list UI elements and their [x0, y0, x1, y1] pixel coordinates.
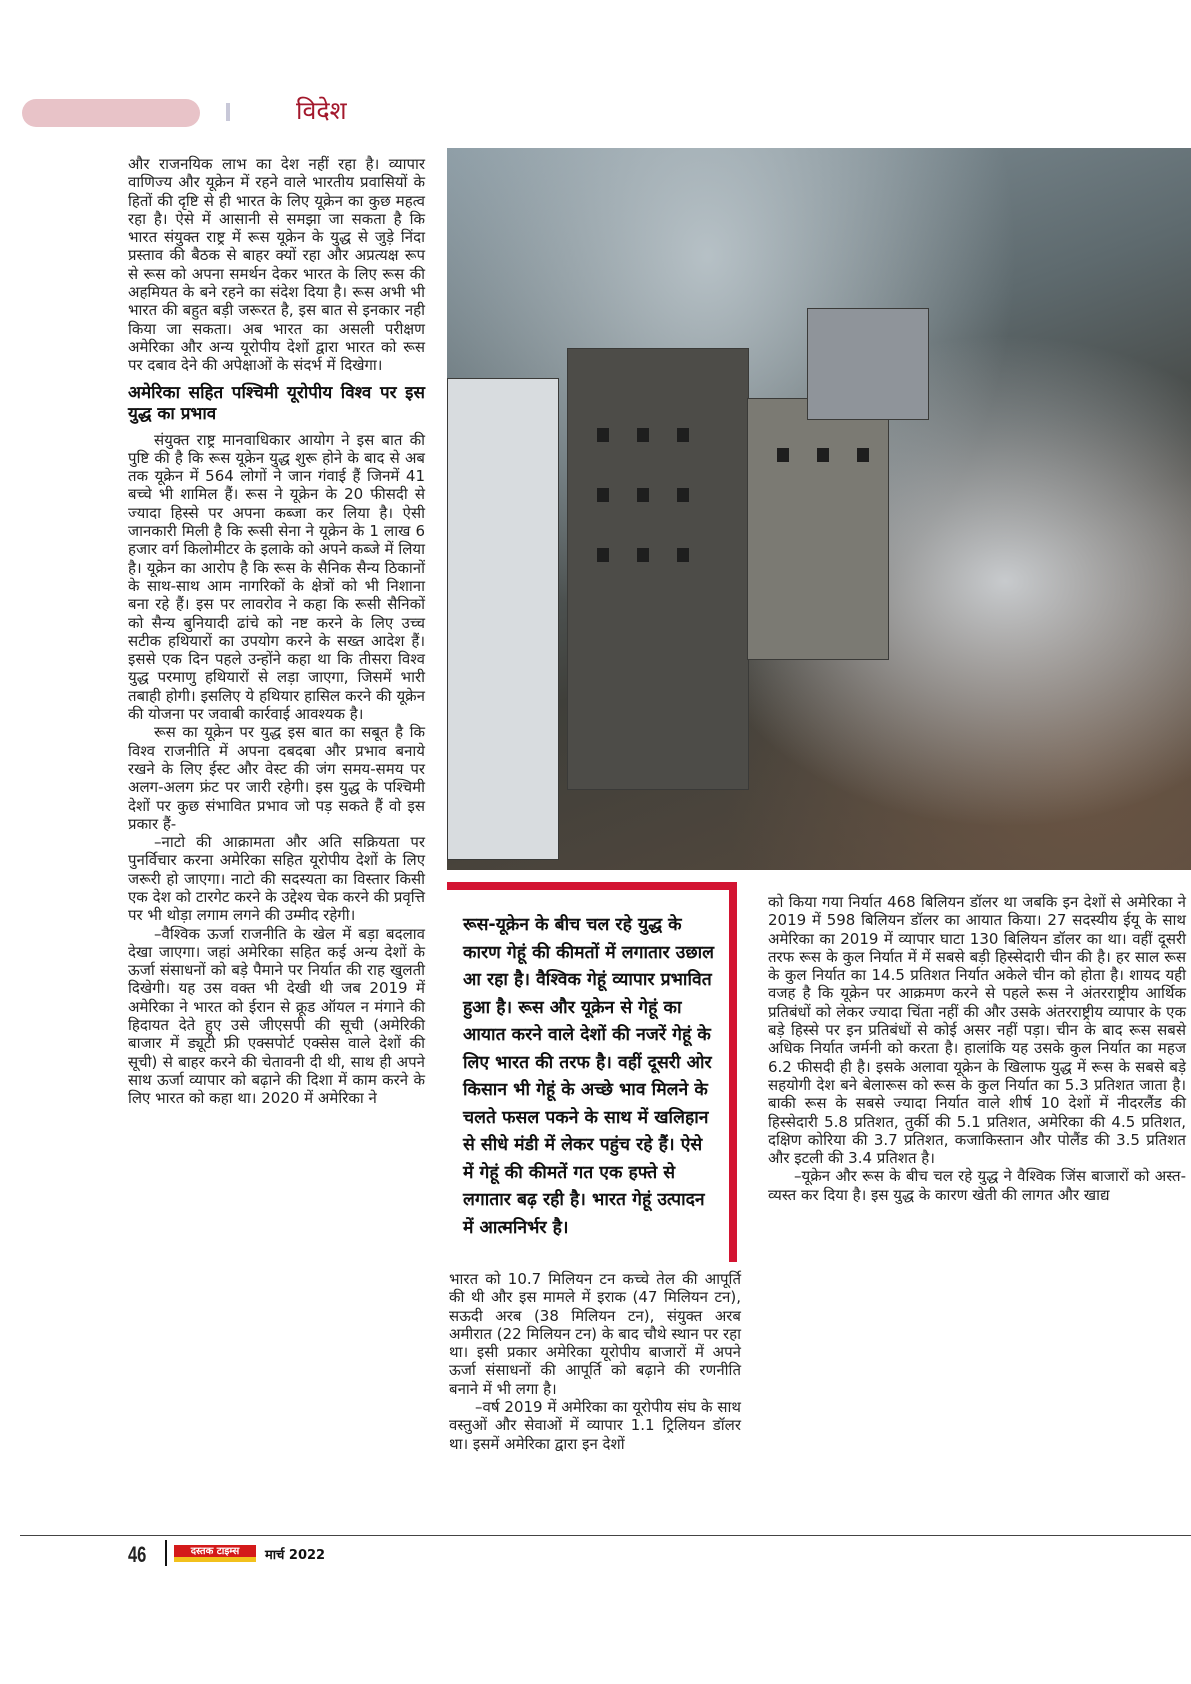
- war-destruction-photo: [447, 148, 1191, 870]
- paragraph: –वैश्विक ऊर्जा राजनीति के खेल में बड़ा बदलाव देखा जाएगा। जहां अमेरिका सहित कई अन्य देशों के ऊर्जा संसाधनों को बड़े पैमाने पर निर्यात की राह खुलती दिखेगी। यह उस वक्त भी देखी थी जब 2019 में अमेरिका ने भारत को ईरान से क्रूड ऑयल न मंगाने की हिदायत देते हुए उसे जीएसपी की सूची (अमेरिकी बाजार में ड्यूटी फ्री एक्सपोर्ट एक्सेस वाले देशों की सूची) से बाहर करने की चेतावनी दी थी, साथ ही अपने साथ ऊर्जा व्यापार को बढ़ाने की दिशा में काम करने के लिए भारत को कहा था। 2020 में अमेरिका ने: [128, 924, 425, 1108]
- building: [807, 308, 929, 420]
- header-divider: [226, 103, 230, 121]
- middle-column: [449, 1270, 741, 1453]
- paragraph: को किया गया निर्यात 468 बिलियन डॉलर था जबकि इन देशों से अमेरिका ने 2019 में 598 बिलियन डॉलर का आयात किया। 27 सदस्यीय ईयू के साथ अमेरिका का 2019 में व्यापार घाटा 130 बिलियन डॉलर का था। वहीं दूसरी तरफ रूस के कुल निर्यात में में सबसे बड़ी हिस्सेदारी चीन की है। हर साल रूस के कुल निर्यात का 14.5 प्रतिशत निर्यात अकेले चीन को होता है। शायद यही वजह है कि यूक्रेन पर आक्रमण करने से पहले रूस ने अंतरराष्ट्रीय आर्थिक प्रतिबंधों को लेकर ज्यादा चिंता नहीं की और उसके अंतरराष्ट्रीय व्यापार के एक बड़े हिस्से पर इन प्रतिबंधों से कोई असर नहीं पड़ा। चीन के बाद रूस सबसे अधिक निर्यात जर्मनी को करता है। हालांकि यह उसके कुल निर्यात का महज 6.2 फीसदी ही है। इसके अलावा यूक्रेन के खिलाफ युद्ध में रूस के सबसे बड़े सहयोगी देश बने बेलारूस को रूस के कुल निर्यात का 5.3 प्रतिशत जाता है। बाकी रूस के सबसे ज्यादा निर्यात वाले शीर्ष 10 देशों में नीदरलैंड की हिस्सेदारी 5.8 प्रतिशत, तुर्की की 5.1 प्रतिशत, अमेरिका की 4.5 प्रतिशत, दक्षिण कोरिया की 3.7 प्रतिशत, कजाकिस्तान और पोलैंड की 3.5 प्रतिशत और इटली की 3.4 प्रतिशत है।: [768, 893, 1186, 1168]
- subheading: अमेरिका सहित पश्चिमी यूरोपीय विश्व पर इस युद्ध का प्रभाव: [128, 382, 425, 424]
- right-column: [768, 893, 1186, 1204]
- paragraph: संयुक्त राष्ट्र मानवाधिकार आयोग ने इस बात की पुष्टि की है कि रूस यूक्रेन युद्ध शुरू होने के बाद से अब तक यूक्रेन में 564 लोगों ने जान गंवाई हैं जिनमें 41 बच्चे भी शामिल हैं। रूस ने यूक्रेन के 20 फीसदी से ज्यादा हिस्से पर अपना कब्जा कर लिया है। ऐसी जानकारी मिली है कि रूसी सेना ने यूक्रेन के 1 लाख 6 हजार वर्ग किलोमीटर के इलाके को अपने कब्जे में लिया है। यूक्रेन का आरोप है कि रूस के सैनिक सैन्य ठिकानों के साथ-साथ आम नागरिकों के क्षेत्रों को भी निशाना बना रहे हैं। इस पर लावरोव ने कहा कि रूसी सैनिकों को सैन्य बुनियादी ढांचे को नष्ट करने के लिए उच्च सटीक हथियारों का उपयोग करने के सख्त आदेश हैं। इससे एक दिन पहले उन्होंने कहा था कि तीसरा विश्व युद्ध परमाणु हथियारों से लड़ा जाएगा, जिसमें भारी तबाही होगी। इसलिए ये हथियार हासिल करने की यूक्रेन की योजना पर जवाबी कार्रवाई आवश्यक है।: [128, 430, 425, 724]
- paragraph: भारत को 10.7 मिलियन टन कच्चे तेल की आपूर्ति की थी और इस मामले में इराक (47 मिलियन टन), सऊदी अरब (38 मिलियन टन), संयुक्त अरब अमीरात (22 मिलियन टन) के बाद चौथे स्थान पर रहा था। इसी प्रकार अमेरिका यूरोपीय बाजारों में अपने ऊर्जा संसाधनों की आपूर्ति को बढ़ाने की रणनीति बनाने में भी लगा है।: [449, 1270, 741, 1398]
- building: [747, 398, 889, 660]
- section-tab-pill: [22, 99, 200, 127]
- pull-quote-text: रूस-यूक्रेन के बीच चल रहे युद्ध के कारण गेहूं की कीमतों में लगातार उछाल आ रहा है। वैश्विक गेहूं व्यापार प्रभावित हुआ है। रूस और यूक्रेन से गेहूं का आयात करने वाले देशों की नजरें गेहूं के लिए भारत की तरफ है। वहीं दूसरी ओर किसान भी गेहूं के अच्छे भाव मिलने के चलते फसल पकने के साथ में खलिहान से सीधे मंडी में लेकर पहुंच रहे हैं। ऐसे में गेहूं की कीमतें गत एक हफ्ते से लगातार बढ़ रही है। भारत गेहूं उत्पादन में आत्मनिर्भर है।: [463, 915, 715, 1238]
- footer-rule: [20, 1535, 1191, 1536]
- paragraph: –नाटो की आक्रामता और अति सक्रियता पर पुनर्विचार करना अमेरिका सहित यूरोपीय देशों के लिए जरूरी हो जाएगा। नाटो की सदस्यता का विस्तार किसी एक देश को टारगेट करने के उद्देश्य चेक करने की प्रवृत्ति पर भी थोड़ा लगाम लगने की उम्मीद रहेगी।: [128, 833, 425, 925]
- building: [567, 348, 749, 790]
- paragraph: –यूक्रेन और रूस के बीच चल रहे युद्ध ने वैश्विक जिंस बाजारों को अस्त-व्यस्त कर दिया है। इस युद्ध के कारण खेती की लागत और खाद्य: [768, 1167, 1186, 1204]
- paragraph: रूस का यूक्रेन पर युद्ध इस बात का सबूत है कि विश्व राजनीति में अपना दबदबा और प्रभाव बनाये रखने के लिए ईस्ट और वेस्ट की जंग समय-समय पर अलग-अलग फ्रंट पर जारी रहेगी। इस युद्ध के पश्चिमी देशों पर कुछ संभावित प्रभाव जो पड़ सकते हैं वो इस प्रकार हैं-: [128, 723, 425, 833]
- magazine-logo: दस्तक टाइम्स: [174, 1545, 256, 1562]
- paragraph: –वर्ष 2019 में अमेरिका का यूरोपीय संघ के साथ वस्तुओं और सेवाओं में व्यापार 1.1 ट्रिलियन डॉलर था। इसमें अमेरिका द्वारा इन देशों: [449, 1398, 741, 1453]
- pull-quote-box: [447, 882, 737, 1262]
- paragraph: और राजनयिक लाभ का देश नहीं रहा है। व्यापार वाणिज्य और यूक्रेन में रहने वाले भारतीय प्रवासियों के हितों की दृष्टि से ही भारत के लिए यूक्रेन का कुछ महत्व रहा है। ऐसे में आसानी से समझा जा सकता है कि भारत संयुक्त राष्ट्र में रूस यूक्रेन के युद्ध से जुड़े निंदा प्रस्ताव की बैठक से बाहर क्यों रहा और अप्रत्यक्ष रूप से रूस को अपना समर्थन देकर भारत के लिए रूस की अहमियत के बने रहने का संदेश दिया है। रूस अभी भी भारत की बहुत बड़ी जरूरत है, इस बात से इनकार नही किया जा सकता। अब भारत का असली परीक्षण अमेरिका और अन्य यूरोपीय देशों द्वारा भारत को रूस पर दबाव देने की अपेक्षाओं के संदर्भ में दिखेगा।: [128, 155, 425, 375]
- building: [447, 378, 559, 860]
- issue-date: मार्च 2022: [265, 1548, 326, 1563]
- page-number: 46: [128, 1542, 147, 1567]
- footer-divider: [165, 1540, 167, 1566]
- left-column: [128, 155, 425, 1510]
- section-title: विदेश: [296, 96, 347, 125]
